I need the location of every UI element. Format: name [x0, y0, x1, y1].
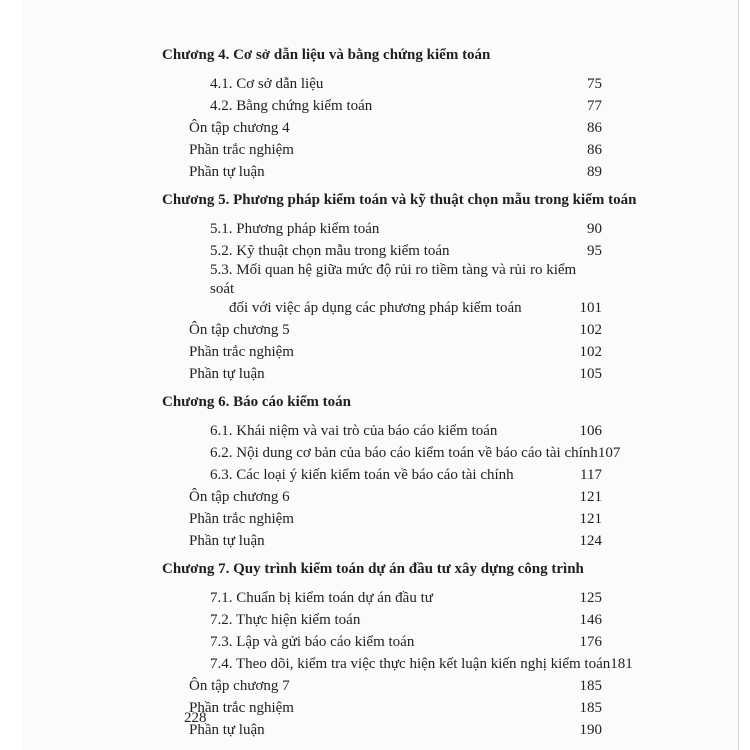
toc-entry-label: 6.3. Các loại ý kiến kiểm toán về báo cáo tài chính [210, 467, 514, 483]
toc-entry-page: 185 [579, 678, 602, 694]
toc-entry-label: Phần tự luận [189, 533, 265, 549]
chapter-title: Chương 4. Cơ sở dẫn liệu và bằng chứng kiểm toán [162, 47, 491, 63]
chapter-entries [162, 217, 602, 384]
toc-entry [162, 340, 602, 362]
toc-entry-label-line1: 5.3. Mối quan hệ giữa mức độ rủi ro tiềm tàng và rủi ro kiểm soát [210, 262, 577, 297]
toc-entry-label: 6.2. Nội dung cơ bản của báo cáo kiểm toán về báo cáo tài chính [210, 445, 598, 461]
toc-entry-page: 75 [587, 76, 602, 92]
toc-entry [162, 217, 602, 239]
toc-entry-label: 4.2. Bằng chứng kiểm toán [210, 98, 373, 114]
toc-entry-label: 6.1. Khái niệm và vai trò của báo cáo kiểm toán [210, 423, 498, 439]
table-of-contents [162, 45, 637, 748]
toc-entry-label: Phần trắc nghiệm [189, 511, 294, 527]
toc-entry-label: 7.1. Chuẩn bị kiểm toán dự án đầu tư [210, 590, 433, 606]
toc-entry-label: Phần tự luận [189, 722, 265, 738]
toc-entry-page: 102 [579, 322, 602, 338]
chapter-4 [162, 45, 602, 182]
toc-entry-label: 7.2. Thực hiện kiểm toán [210, 612, 361, 628]
toc-entry-page: 181 [610, 656, 633, 672]
toc-entry-page: 102 [579, 344, 602, 360]
toc-entry [162, 529, 602, 551]
toc-entry [162, 261, 602, 318]
toc-entry-label: Phần trắc nghiệm [189, 700, 294, 716]
toc-entry [162, 652, 633, 674]
chapter-7 [162, 559, 633, 740]
toc-entry-page: 106 [579, 423, 602, 439]
toc-entry [162, 419, 602, 441]
toc-entry-page: 121 [579, 489, 602, 505]
toc-entry [162, 608, 602, 630]
toc-entry-label: Ôn tập chương 5 [189, 322, 290, 338]
toc-entry-page: 105 [579, 366, 602, 382]
toc-entry-label: 7.4. Theo dõi, kiểm tra việc thực hiện kết luận kiến nghị kiểm toán [210, 656, 611, 672]
toc-entry-label: 4.1. Cơ sở dẫn liệu [210, 76, 324, 92]
chapter-title: Chương 7. Quy trình kiểm toán dự án đầu tư xây dựng công trình [162, 561, 584, 577]
toc-entry-page: 190 [579, 722, 602, 738]
toc-entry [162, 696, 602, 718]
toc-entry [162, 507, 602, 529]
chapter-entries [162, 419, 621, 551]
toc-entry-page: 89 [587, 164, 602, 180]
toc-entry-page: 107 [597, 445, 621, 461]
toc-entry-page: 117 [580, 467, 602, 483]
toc-entry-label: 5.2. Kỹ thuật chọn mẫu trong kiểm toán [210, 243, 450, 259]
book-page [22, 0, 739, 750]
toc-entry [162, 463, 602, 485]
toc-entry-label: Ôn tập chương 6 [189, 489, 290, 505]
toc-entry [162, 718, 602, 740]
toc-entry [162, 116, 602, 138]
toc-entry-page: 185 [579, 700, 602, 716]
toc-entry [162, 160, 602, 182]
toc-entry [162, 94, 602, 116]
toc-entry [162, 674, 602, 696]
toc-entry [162, 630, 602, 652]
toc-entry [162, 138, 602, 160]
chapter-title: Chương 5. Phương pháp kiểm toán và kỹ thuật chọn mẫu trong kiểm toán [162, 192, 637, 208]
toc-entry-page: 77 [587, 98, 602, 114]
toc-entry-label: Phần trắc nghiệm [189, 344, 294, 360]
toc-entry-page: 121 [579, 511, 602, 527]
toc-entry-page: 125 [579, 590, 602, 606]
toc-entry-page: 86 [587, 120, 602, 136]
toc-entry-label [162, 261, 580, 318]
chapter-entries [162, 72, 602, 182]
toc-entry-label: Ôn tập chương 4 [189, 120, 290, 136]
toc-entry-page: 86 [587, 142, 602, 158]
chapter-title: Chương 6. Báo cáo kiểm toán [162, 394, 351, 410]
chapter-6 [162, 392, 621, 551]
chapter-5 [162, 190, 637, 384]
toc-entry [162, 362, 602, 384]
toc-entry [162, 586, 602, 608]
toc-entry-label-line2: đối với việc áp dụng các phương pháp kiểm toán [229, 300, 522, 316]
toc-entry-label: Ôn tập chương 7 [189, 678, 290, 694]
toc-entry-page: 146 [579, 612, 602, 628]
toc-entry-label: 5.1. Phương pháp kiểm toán [210, 221, 380, 237]
toc-entry [162, 239, 602, 261]
toc-entry [162, 318, 602, 340]
toc-entry-label: Phần trắc nghiệm [189, 142, 294, 158]
page-number: 228 [184, 710, 207, 726]
toc-entry-label: Phần tự luận [189, 366, 265, 382]
toc-entry-page: 101 [579, 300, 602, 316]
chapter-entries [162, 586, 633, 740]
toc-entry [162, 72, 602, 94]
toc-entry-page: 124 [579, 533, 602, 549]
toc-entry [162, 485, 602, 507]
toc-entry [162, 441, 621, 463]
toc-entry-page: 90 [587, 221, 602, 237]
toc-entry-label: 7.3. Lập và gửi báo cáo kiểm toán [210, 634, 415, 650]
toc-entry-label: Phần tự luận [189, 164, 265, 180]
toc-entry-page: 176 [579, 634, 602, 650]
toc-entry-page: 95 [587, 243, 602, 259]
